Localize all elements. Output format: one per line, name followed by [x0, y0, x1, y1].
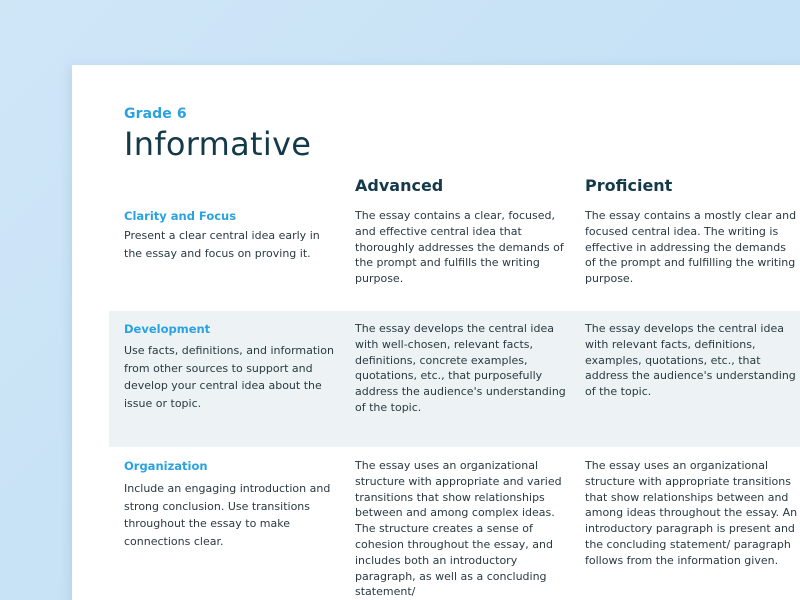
rubric-row-organization — [109, 450, 800, 600]
cell-advanced: The essay develops the central idea with well-chosen, relevant facts, definitions, concrete examples, quotations, etc., that purposefully address the audience's understanding of the topic. — [355, 322, 566, 414]
column-header-proficient: Proficient — [585, 176, 673, 195]
cell-proficient: The essay uses an organizational structure with appropriate transitions that show relationships between and among ideas throughout the essay. An introductory paragraph is present and the concluding statement/ paragraph follows from the information given. — [585, 459, 798, 567]
cell-proficient: The essay develops the central idea with relevant facts, definitions, examples, quotations, etc., that address the audience's understanding of the topic. — [585, 322, 796, 399]
grade-label: Grade 6 — [124, 106, 187, 122]
rubric-row-development — [109, 311, 800, 447]
column-header-advanced: Advanced — [355, 176, 444, 195]
criterion-name: Clarity and Focus — [124, 209, 237, 223]
cell-proficient: The essay contains a mostly clear and focused central idea. The writing is effective in addressing the demands of the prompt and fulfilling the writing purpose. — [585, 209, 797, 286]
criterion-description: Use facts, definitions, and information from other sources to support and develop your central idea about the issue or topic. — [124, 344, 334, 410]
cell-advanced: The essay contains a clear, focused, and effective central idea that thoroughly addresses the demands of the prompt and fulfills the writing purpose. — [355, 209, 564, 286]
criterion-name: Organization — [124, 459, 208, 473]
page-title: Informative — [124, 125, 312, 163]
criterion-description: Present a clear central idea early in the essay and focus on proving it. — [124, 229, 320, 260]
rubric-page — [72, 65, 800, 600]
rubric-row-clarity — [109, 200, 800, 308]
cell-advanced: The essay uses an organizational structure with appropriate and varied transitions that show relationships between and among complex ideas. The structure creates a sense of cohesion throughout the essay, and includes both an introductory paragraph, as well as a concluding statement/ — [355, 459, 562, 599]
criterion-description: Include an engaging introduction and strong conclusion. Use transitions throughout the essay to make connections clear. — [124, 482, 331, 548]
criterion-name: Development — [124, 322, 211, 336]
